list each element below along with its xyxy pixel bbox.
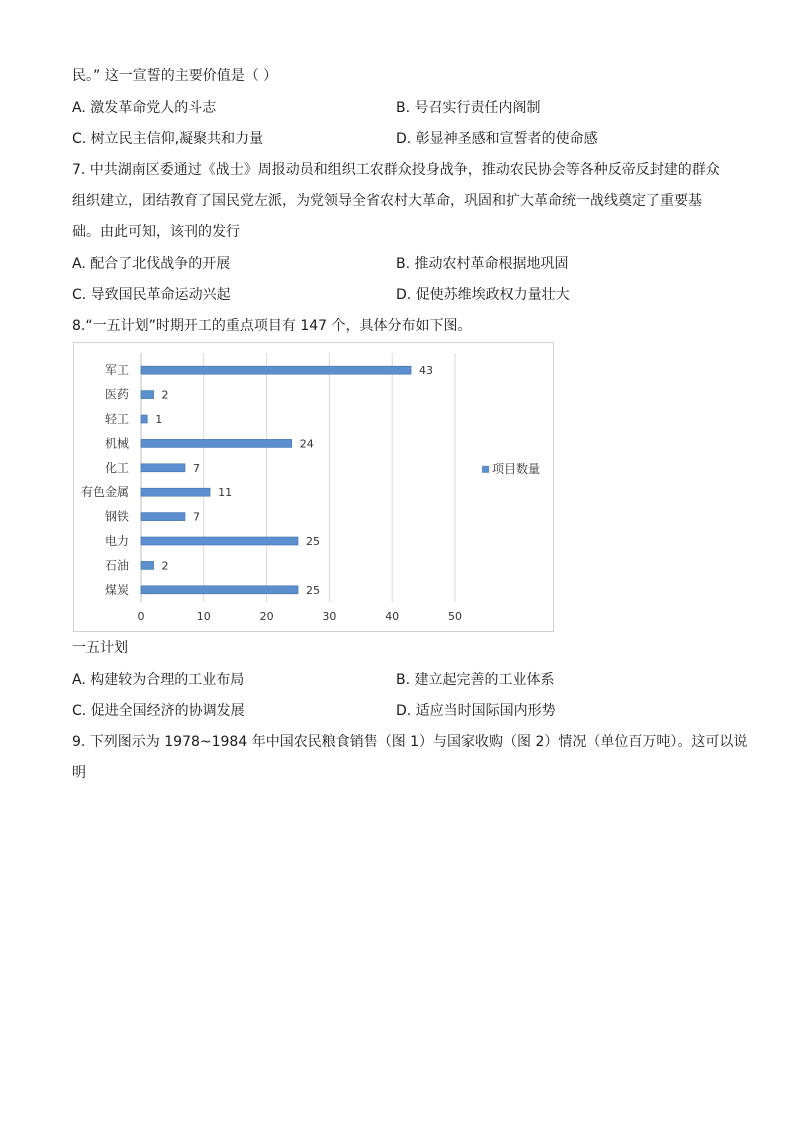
q8-option-c: C. 促进全国经济的协调发展	[72, 703, 245, 719]
x-tick-label: 50	[448, 610, 462, 623]
category-label: 机械	[104, 436, 129, 451]
data-label: 43	[419, 364, 434, 378]
q6-option-b: B. 号召实行责任内阁制	[396, 100, 541, 116]
category-label: 军工	[104, 363, 129, 378]
x-tick-label: 20	[259, 610, 274, 623]
bar	[141, 464, 185, 472]
q8-stem: 8.“一五计划”时期开工的重点项目有 147 个，具体分布如下图。	[72, 318, 472, 334]
q6-option-d: D. 彰显神圣感和宣誓者的使命感	[396, 131, 598, 147]
category-label: 石油	[104, 558, 129, 573]
data-label: 2	[161, 559, 169, 573]
bar	[141, 488, 210, 496]
q7-option-b: B. 推动农村革命根据地巩固	[396, 256, 569, 272]
x-tick-label: 0	[137, 610, 145, 623]
q6-stem-tail: 民。” 这一宣誓的主要价值是（ ）	[72, 68, 278, 84]
q7-option-a: A. 配合了北伐战争的开展	[72, 256, 231, 272]
category-label: 有色金属	[80, 485, 129, 500]
bar	[141, 586, 298, 594]
data-label: 25	[306, 535, 320, 548]
bar	[141, 439, 292, 447]
legend-swatch	[482, 466, 489, 473]
category-label: 化工	[104, 460, 129, 475]
category-label: 煤炭	[104, 582, 129, 597]
legend-label: 项目数量	[492, 461, 541, 476]
bar	[141, 561, 154, 569]
data-label: 24	[299, 437, 314, 451]
bar	[141, 513, 185, 521]
data-label: 7	[192, 461, 200, 475]
q6-option-a: A. 激发革命党人的斗志	[72, 100, 217, 116]
q7-stem-line-2: 组织建立，团结教育了国民党左派，为党领导全省农村大革命，巩固和扩大革命统一战线奠定了重要基	[72, 193, 702, 209]
bar	[141, 391, 154, 399]
data-label: 7	[192, 510, 200, 524]
q8-option-b: B. 建立起完善的工业体系	[396, 672, 555, 688]
bar	[141, 537, 298, 545]
category-label: 轻工	[104, 412, 129, 426]
q9-stem-line-2: 明	[72, 765, 86, 781]
category-label: 医药	[104, 387, 129, 402]
data-label: 25	[306, 583, 320, 597]
q9-stem-line-1: 9. 下列图示为 1978~1984 年中国农民粮食销售（图 1）与国家收购（图 2）情况（单位百万吨）。这可以说	[72, 734, 748, 750]
x-tick-label: 10	[196, 610, 211, 623]
bar	[141, 366, 411, 374]
data-label: 2	[161, 388, 169, 402]
q7-stem-line-3: 础。由此可知，该刊的发行	[72, 224, 240, 240]
q8-option-d: D. 适应当时国际国内形势	[396, 703, 556, 719]
category-label: 电力	[104, 534, 129, 548]
bar	[141, 415, 147, 423]
category-label: 钢铁	[104, 509, 129, 524]
q8-option-a: A. 构建较为合理的工业布局	[72, 672, 245, 688]
x-tick-label: 40	[385, 610, 400, 623]
bar-chart-svg	[74, 343, 553, 631]
q7-stem-line-1: 7. 中共湖南区委通过《战士》周报动员和组织工农群众投身战争，推动农民协会等各种反帝反封建的群众	[72, 162, 720, 178]
q7-option-c: C. 导致国民革命运动兴起	[72, 287, 231, 303]
data-label: 1	[155, 413, 163, 426]
bar-chart	[73, 342, 554, 632]
data-label: 11	[218, 486, 233, 500]
q8-caption: 一五计划	[72, 640, 128, 656]
q7-option-d: D. 促使苏维埃政权力量壮大	[396, 287, 570, 303]
q6-option-c: C. 树立民主信仰,凝聚共和力量	[72, 131, 264, 147]
x-tick-label: 30	[322, 610, 337, 623]
